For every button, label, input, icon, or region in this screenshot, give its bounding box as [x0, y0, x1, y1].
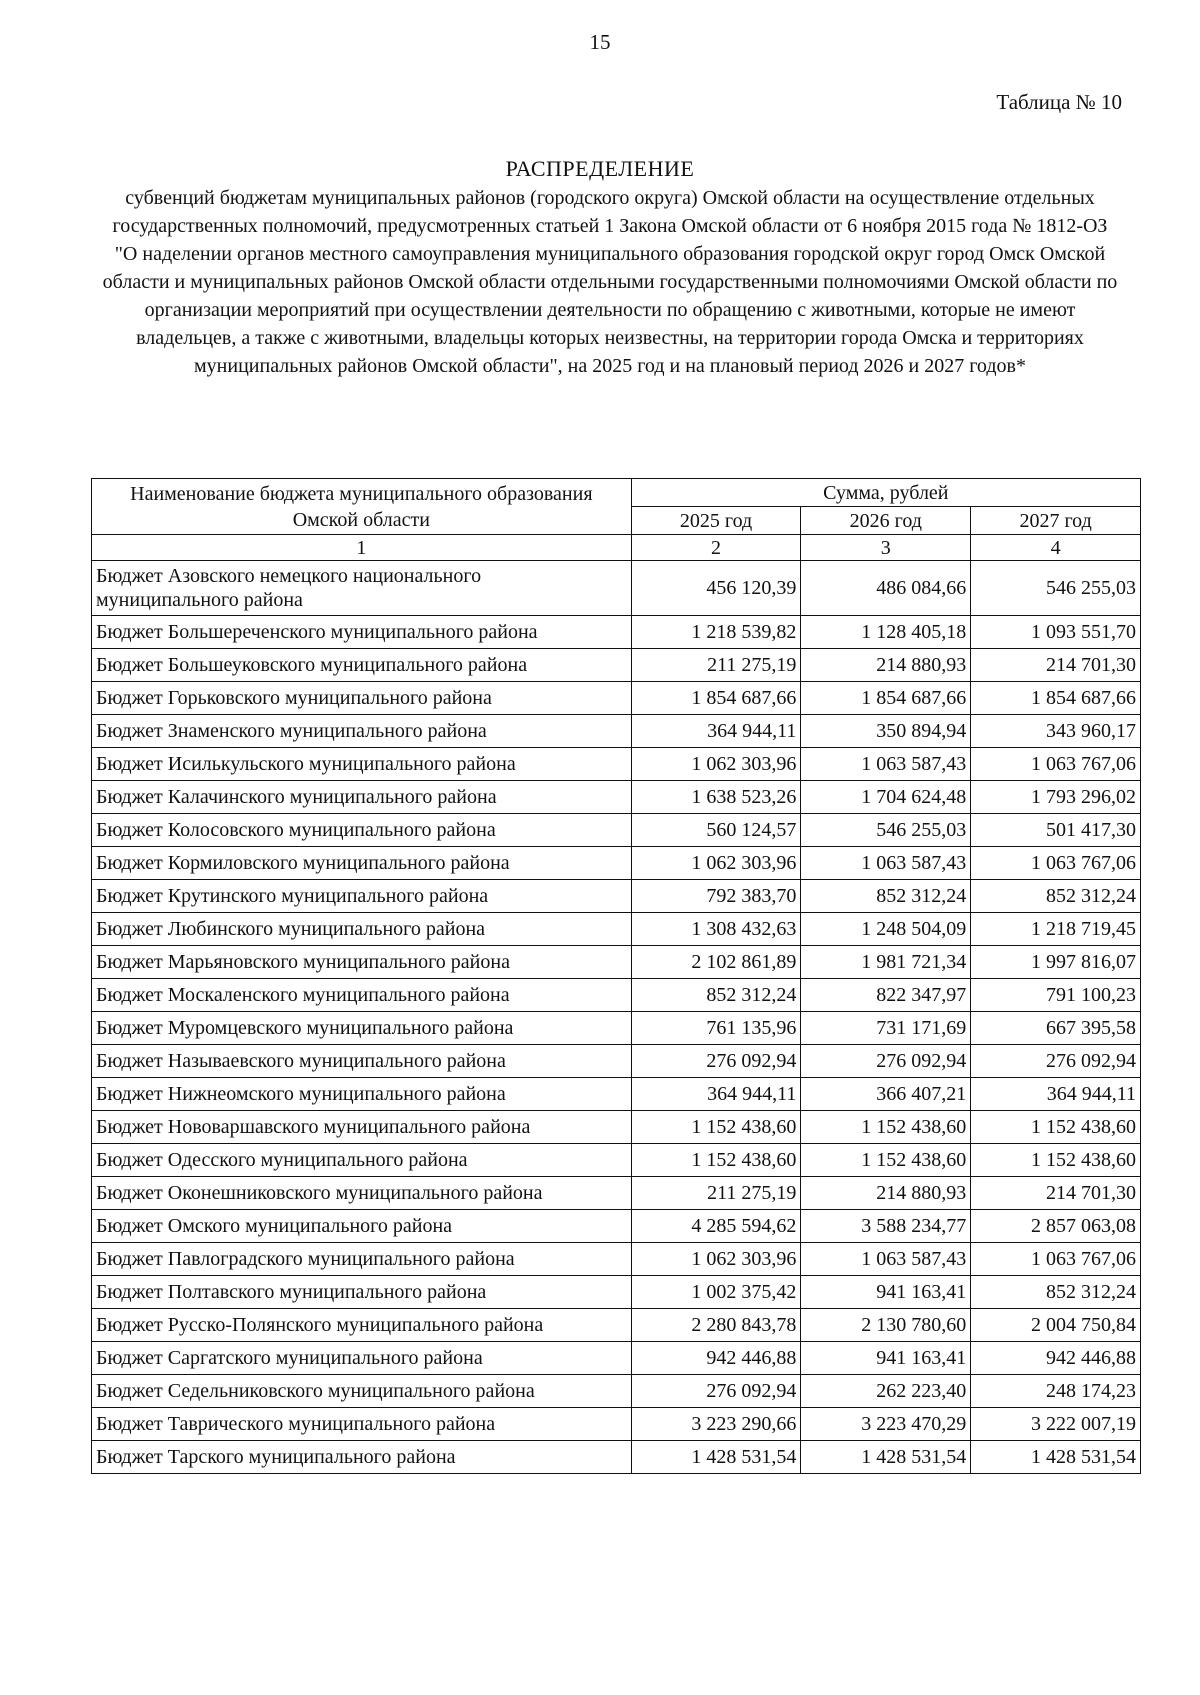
table-row — [92, 1111, 1141, 1144]
amount-2026-cell: 1 128 405,18 — [801, 616, 971, 649]
amount-2026-cell: 1 704 624,48 — [801, 781, 971, 814]
amount-2027-cell: 1 793 296,02 — [971, 781, 1141, 814]
budget-name-cell: Бюджет Одесского муниципального района — [92, 1144, 632, 1177]
table-row — [92, 1210, 1141, 1243]
amount-2027-cell: 667 395,58 — [971, 1012, 1141, 1045]
table-row — [92, 1045, 1141, 1078]
amount-2025-cell: 211 275,19 — [631, 649, 801, 682]
budget-name-cell: Бюджет Кормиловского муниципального района — [92, 847, 632, 880]
budget-name-cell: Бюджет Большеуковского муниципального района — [92, 649, 632, 682]
column-number: 1 — [92, 535, 632, 561]
budget-name-cell: Бюджет Азовского немецкого национального муниципального района — [92, 561, 632, 616]
budget-name-cell: Бюджет Калачинского муниципального района — [92, 781, 632, 814]
amount-2025-cell: 456 120,39 — [631, 561, 801, 616]
budget-name-cell: Бюджет Муромцевского муниципального района — [92, 1012, 632, 1045]
budget-name-cell: Бюджет Оконешниковского муниципального района — [92, 1177, 632, 1210]
page-number: 15 — [589, 30, 611, 54]
amount-2027-cell: 1 063 767,06 — [971, 748, 1141, 781]
budget-name-cell: Бюджет Нововаршавского муниципального района — [92, 1111, 632, 1144]
budget-name-cell: Бюджет Крутинского муниципального района — [92, 880, 632, 913]
table-row — [92, 946, 1141, 979]
amount-2026-cell: 350 894,94 — [801, 715, 971, 748]
amount-2027-cell: 364 944,11 — [971, 1078, 1141, 1111]
table-row — [92, 715, 1141, 748]
budget-name-cell: Бюджет Полтавского муниципального района — [92, 1276, 632, 1309]
amount-2026-cell: 822 347,97 — [801, 979, 971, 1012]
table-row — [92, 781, 1141, 814]
amount-2026-cell: 1 428 531,54 — [801, 1441, 971, 1474]
amount-2026-cell: 1 981 721,34 — [801, 946, 971, 979]
document-title: РАСПРЕДЕЛЕНИЕ — [505, 156, 695, 181]
amount-2026-cell: 1 063 587,43 — [801, 1243, 971, 1276]
budget-name-cell: Бюджет Колосовского муниципального района — [92, 814, 632, 847]
amount-2027-cell: 1 093 551,70 — [971, 616, 1141, 649]
amount-2025-cell: 276 092,94 — [631, 1375, 801, 1408]
document-subtitle: субвенций бюджетам муниципальных районов (городского округа) Омской области на осуществление отдельных государственных полномочий, предусмотренных статьей 1 Закона Омской области от 6 ноября 2015 года № 1812-ОЗ "О наделении органов местного самоуправления муниципального образования городской округ город Омск Омской области и муниципальных районов Омской области отдельными государственными полномочиями Омской области по организации мероприятий при осуществлении деятельности по обращению с животными, которые не имеют владельцев, а также с животными, владельцы которых неизвестны, на территории города Омска и территориях муниципальных районов Омской области", на 2025 год и на плановый период 2026 и 2027 годов* — [102, 187, 1118, 377]
budget-name-cell: Бюджет Саргатского муниципального района — [92, 1342, 632, 1375]
amount-2026-cell: 546 255,03 — [801, 814, 971, 847]
table-row — [92, 847, 1141, 880]
amount-2025-cell: 364 944,11 — [631, 1078, 801, 1111]
amount-2026-cell: 1 063 587,43 — [801, 847, 971, 880]
amount-2027-cell: 852 312,24 — [971, 1276, 1141, 1309]
amount-2026-cell: 262 223,40 — [801, 1375, 971, 1408]
amount-2027-cell: 1 854 687,66 — [971, 682, 1141, 715]
amount-2026-cell: 2 130 780,60 — [801, 1309, 971, 1342]
budget-name-cell: Бюджет Омского муниципального района — [92, 1210, 632, 1243]
amount-2027-cell: 1 997 816,07 — [971, 946, 1141, 979]
header-year-2026: 2026 год — [801, 507, 971, 535]
table-row — [92, 682, 1141, 715]
column-number: 4 — [971, 535, 1141, 561]
amount-2025-cell: 761 135,96 — [631, 1012, 801, 1045]
budget-name-cell: Бюджет Большереченского муниципального района — [92, 616, 632, 649]
budget-name-cell: Бюджет Горьковского муниципального района — [92, 682, 632, 715]
amount-2026-cell: 3 223 470,29 — [801, 1408, 971, 1441]
budget-name-cell: Бюджет Называевского муниципального района — [92, 1045, 632, 1078]
amount-2026-cell: 276 092,94 — [801, 1045, 971, 1078]
amount-2026-cell: 486 084,66 — [801, 561, 971, 616]
amount-2026-cell: 941 163,41 — [801, 1342, 971, 1375]
amount-2025-cell: 1 428 531,54 — [631, 1441, 801, 1474]
amount-2026-cell: 1 063 587,43 — [801, 748, 971, 781]
budget-name-cell: Бюджет Таврического муниципального района — [92, 1408, 632, 1441]
amount-2025-cell: 4 285 594,62 — [631, 1210, 801, 1243]
budget-name-cell: Бюджет Марьяновского муниципального района — [92, 946, 632, 979]
amount-2027-cell: 501 417,30 — [971, 814, 1141, 847]
budget-name-cell: Бюджет Исилькульского муниципального района — [92, 748, 632, 781]
amount-2027-cell: 248 174,23 — [971, 1375, 1141, 1408]
budget-name-cell: Бюджет Русско-Полянского муниципального района — [92, 1309, 632, 1342]
column-number: 2 — [631, 535, 801, 561]
amount-2027-cell: 546 255,03 — [971, 561, 1141, 616]
table-row — [92, 814, 1141, 847]
amount-2025-cell: 792 383,70 — [631, 880, 801, 913]
amount-2025-cell: 942 446,88 — [631, 1342, 801, 1375]
amount-2025-cell: 1 854 687,66 — [631, 682, 801, 715]
budget-name-cell: Бюджет Нижнеомского муниципального района — [92, 1078, 632, 1111]
table-row — [92, 748, 1141, 781]
budget-name-cell: Бюджет Знаменского муниципального района — [92, 715, 632, 748]
amount-2027-cell: 2 004 750,84 — [971, 1309, 1141, 1342]
table-row — [92, 1408, 1141, 1441]
amount-2027-cell: 1 218 719,45 — [971, 913, 1141, 946]
amount-2025-cell: 1 062 303,96 — [631, 1243, 801, 1276]
amount-2027-cell: 2 857 063,08 — [971, 1210, 1141, 1243]
amount-2027-cell: 3 222 007,19 — [971, 1408, 1141, 1441]
table-label: Таблица № 10 — [996, 90, 1122, 114]
header-year-2025: 2025 год — [631, 507, 801, 535]
budget-name-cell: Бюджет Тарского муниципального района — [92, 1441, 632, 1474]
amount-2025-cell: 1 152 438,60 — [631, 1111, 801, 1144]
amount-2025-cell: 2 102 861,89 — [631, 946, 801, 979]
amount-2025-cell: 1 002 375,42 — [631, 1276, 801, 1309]
amount-2026-cell: 214 880,93 — [801, 649, 971, 682]
header-year-2027: 2027 год — [971, 507, 1141, 535]
table-row — [92, 1012, 1141, 1045]
table-row — [92, 561, 1141, 616]
column-number: 3 — [801, 535, 971, 561]
amount-2027-cell: 343 960,17 — [971, 715, 1141, 748]
table-row — [92, 1177, 1141, 1210]
table-row — [92, 1078, 1141, 1111]
amount-2027-cell: 214 701,30 — [971, 649, 1141, 682]
table-row — [92, 649, 1141, 682]
amount-2025-cell: 1 062 303,96 — [631, 847, 801, 880]
amount-2026-cell: 1 248 504,09 — [801, 913, 971, 946]
amount-2025-cell: 1 152 438,60 — [631, 1144, 801, 1177]
budget-name-cell: Бюджет Москаленского муниципального района — [92, 979, 632, 1012]
budget-name-cell: Бюджет Павлоградского муниципального района — [92, 1243, 632, 1276]
amount-2027-cell: 1 063 767,06 — [971, 847, 1141, 880]
amount-2027-cell: 1 152 438,60 — [971, 1144, 1141, 1177]
amount-2025-cell: 852 312,24 — [631, 979, 801, 1012]
table-row — [92, 1144, 1141, 1177]
amount-2026-cell: 1 152 438,60 — [801, 1144, 971, 1177]
amount-2026-cell: 1 152 438,60 — [801, 1111, 971, 1144]
table-row — [92, 1243, 1141, 1276]
amount-2027-cell: 852 312,24 — [971, 880, 1141, 913]
amount-2026-cell: 731 171,69 — [801, 1012, 971, 1045]
amount-2026-cell: 3 588 234,77 — [801, 1210, 971, 1243]
header-sum: Сумма, рублей — [631, 479, 1140, 507]
table-row — [92, 1375, 1141, 1408]
table-row — [92, 913, 1141, 946]
amount-2027-cell: 276 092,94 — [971, 1045, 1141, 1078]
amount-2027-cell: 1 152 438,60 — [971, 1111, 1141, 1144]
budget-name-cell: Бюджет Любинского муниципального района — [92, 913, 632, 946]
amount-2027-cell: 1 428 531,54 — [971, 1441, 1141, 1474]
budget-name-cell: Бюджет Седельниковского муниципального района — [92, 1375, 632, 1408]
amount-2027-cell: 791 100,23 — [971, 979, 1141, 1012]
table-row — [92, 616, 1141, 649]
amount-2026-cell: 214 880,93 — [801, 1177, 971, 1210]
amount-2027-cell: 942 446,88 — [971, 1342, 1141, 1375]
amount-2027-cell: 1 063 767,06 — [971, 1243, 1141, 1276]
distribution-table — [91, 478, 1141, 1474]
table-row — [92, 880, 1141, 913]
amount-2026-cell: 852 312,24 — [801, 880, 971, 913]
table-row — [92, 1309, 1141, 1342]
table-row — [92, 1342, 1141, 1375]
amount-2025-cell: 3 223 290,66 — [631, 1408, 801, 1441]
amount-2025-cell: 1 218 539,82 — [631, 616, 801, 649]
amount-2025-cell: 211 275,19 — [631, 1177, 801, 1210]
amount-2025-cell: 560 124,57 — [631, 814, 801, 847]
amount-2025-cell: 1 062 303,96 — [631, 748, 801, 781]
amount-2025-cell: 1 308 432,63 — [631, 913, 801, 946]
header-budget-name: Наименование бюджета муниципального образования Омской области — [92, 479, 632, 535]
amount-2025-cell: 364 944,11 — [631, 715, 801, 748]
amount-2025-cell: 276 092,94 — [631, 1045, 801, 1078]
table-row — [92, 1441, 1141, 1474]
table-row — [92, 1276, 1141, 1309]
table-row — [92, 979, 1141, 1012]
amount-2025-cell: 2 280 843,78 — [631, 1309, 801, 1342]
amount-2026-cell: 366 407,21 — [801, 1078, 971, 1111]
amount-2025-cell: 1 638 523,26 — [631, 781, 801, 814]
amount-2026-cell: 1 854 687,66 — [801, 682, 971, 715]
amount-2027-cell: 214 701,30 — [971, 1177, 1141, 1210]
amount-2026-cell: 941 163,41 — [801, 1276, 971, 1309]
